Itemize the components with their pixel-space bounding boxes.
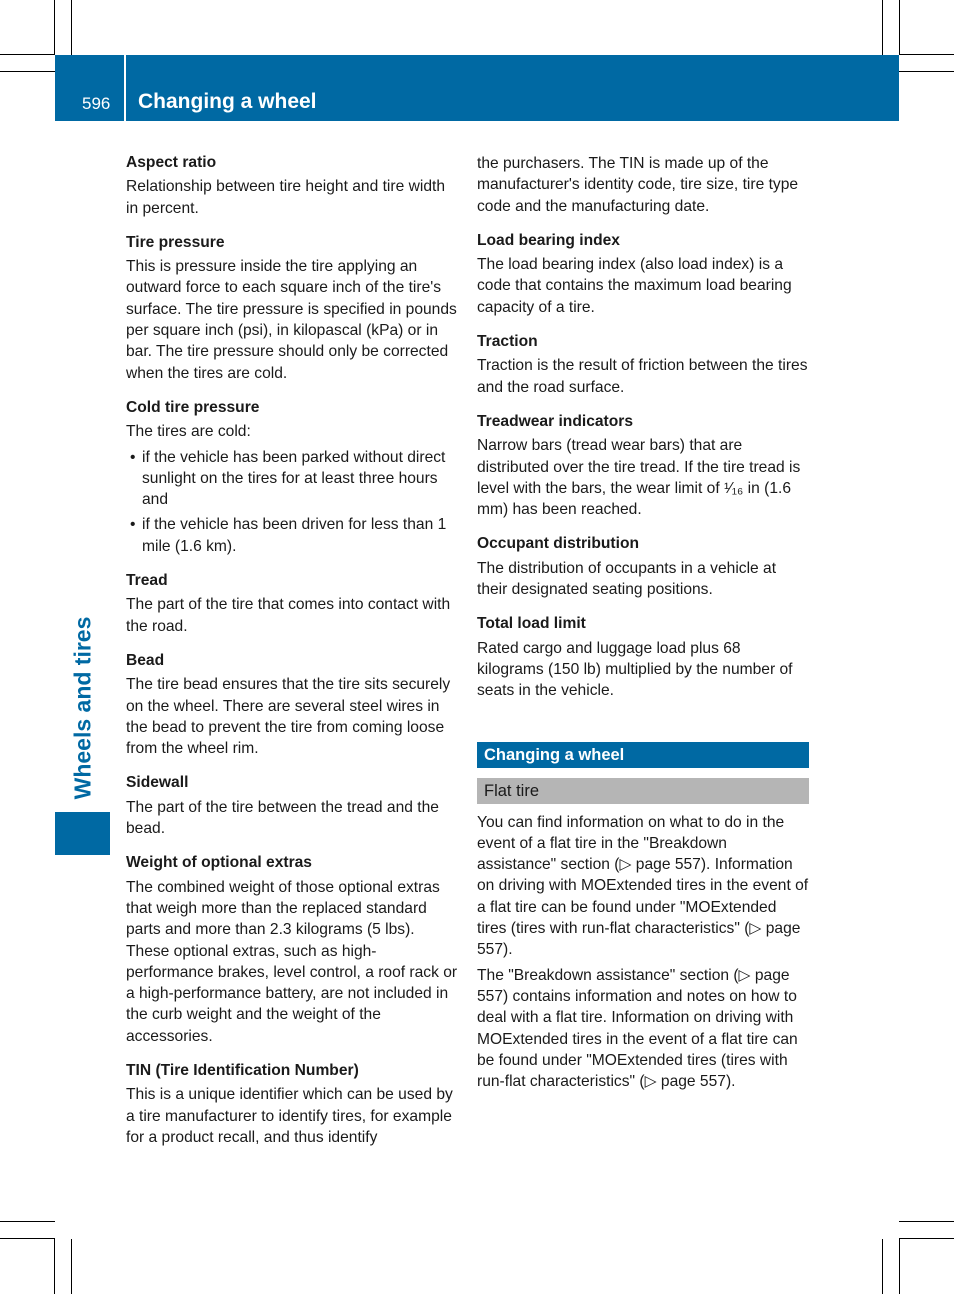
glossary-description: The tire bead ensures that the tire sits securely on the wheel. There are several steel wires in the bead to prevent the tire from coming loose from the wheel rim. bbox=[126, 676, 451, 758]
crop-mark bbox=[899, 0, 900, 55]
glossary-term: Traction bbox=[477, 333, 538, 351]
page-number: 596 bbox=[82, 94, 111, 113]
body-paragraph: You can find information on what to do in the event of a flat tire in the "Breakdown assistance" section (▷ page 557). Information on driving with MOExtended tires in the event of a flat tire can be found under "MOExtended tires (tires with run-flat characteristics" (▷ page 557). bbox=[477, 813, 809, 959]
glossary-description: The distribution of occupants in a vehicle at their designated seating positions. bbox=[477, 559, 777, 599]
left-column bbox=[126, 152, 458, 1161]
crop-mark bbox=[0, 1238, 55, 1239]
crop-mark bbox=[899, 1238, 954, 1239]
crop-mark bbox=[0, 71, 55, 72]
glossary-term: Total load limit bbox=[477, 615, 586, 633]
glossary-entry bbox=[477, 331, 809, 398]
crop-mark bbox=[899, 71, 954, 72]
glossary-term: Cold tire pressure bbox=[126, 398, 260, 416]
right-column bbox=[477, 153, 809, 1092]
glossary-description: Rated cargo and luggage load plus 68 kilograms (150 lb) multiplied by the number of seats in the vehicle. bbox=[477, 639, 793, 700]
page-title: Changing a wheel bbox=[138, 90, 317, 113]
bullet-icon: • bbox=[130, 448, 136, 466]
glossary-term: Load bearing index bbox=[477, 231, 620, 249]
header-divider bbox=[124, 55, 126, 121]
glossary-description: The part of the tire that comes into contact with the road. bbox=[126, 596, 451, 635]
glossary-entry bbox=[477, 533, 809, 600]
continuation-text bbox=[477, 153, 809, 217]
glossary-entry bbox=[126, 772, 458, 839]
glossary-term: Tire pressure bbox=[126, 233, 225, 251]
glossary-description: The part of the tire between the tread and the bead. bbox=[126, 798, 439, 838]
glossary-description: This is a unique identifier which can be used by a tire manufacturer to identify tires, for example for a product recall, and thus identify bbox=[126, 1086, 453, 1146]
glossary-entry bbox=[126, 232, 458, 384]
glossary-description: the purchasers. The TIN is made up of the manufacturer's identity code, tire size, tire type code and the manufacturing date. bbox=[477, 155, 799, 215]
crop-mark bbox=[882, 1239, 883, 1294]
glossary-description: The combined weight of those optional extras that weigh more than the replaced standard parts and more than 2.3 kilograms (5 lbs). These optional extras, such as high-performance brakes, level control, a roof rack or a high-performance battery, are not included in the curb weight and the weight of the accessories. bbox=[126, 878, 458, 1045]
body-paragraph: The "Breakdown assistance" section (▷ page 557) contains information and notes on how to deal with a flat tire. Information on driving with MOExtended tires in the event of a flat tire can be found under "MOExtended tires (tires with run-flat characteristics" (▷ page 557). bbox=[477, 966, 798, 1091]
glossary-description: Traction is the result of friction between the tires and the road surface. bbox=[477, 357, 808, 396]
list-item bbox=[126, 514, 458, 557]
crop-mark bbox=[54, 1239, 55, 1294]
crop-mark bbox=[899, 1221, 954, 1222]
glossary-term: Aspect ratio bbox=[126, 154, 217, 171]
bullet-icon: • bbox=[130, 516, 136, 534]
glossary-term: Sidewall bbox=[126, 774, 189, 792]
glossary-entry bbox=[126, 650, 458, 759]
crop-mark bbox=[0, 1221, 55, 1222]
glossary-term: Treadwear indicators bbox=[477, 412, 633, 430]
glossary-description: The tires are cold: bbox=[126, 423, 251, 441]
glossary-description: Narrow bars (tread wear bars) that are distributed over the tire tread. If the tire tread is level with the bars, the wear limit of ¹⁄₁₆ in (1.6 mm) has been reached. bbox=[477, 437, 801, 519]
glossary-entry bbox=[477, 613, 809, 701]
glossary-entry bbox=[126, 152, 458, 219]
glossary-entry bbox=[477, 230, 809, 318]
glossary-entry bbox=[126, 852, 458, 1047]
glossary-term: Tread bbox=[126, 572, 168, 590]
list-item-text: if the vehicle has been driven for less than 1 mile (1.6 km). bbox=[142, 516, 447, 555]
crop-mark bbox=[71, 0, 72, 55]
glossary-term: TIN (Tire Identification Number) bbox=[126, 1061, 359, 1079]
glossary-entry bbox=[477, 411, 809, 520]
glossary-description: The load bearing index (also load index) is a code that contains the maximum load bearing capacity of a tire. bbox=[477, 256, 792, 316]
glossary-term: Weight of optional extras bbox=[126, 854, 312, 872]
list-item-text: if the vehicle has been parked without direct sunlight on the tires for at least three hours and bbox=[142, 448, 446, 509]
glossary-term: Bead bbox=[126, 651, 165, 669]
glossary-description: Relationship between tire height and tire width in percent. bbox=[126, 178, 446, 217]
crop-mark bbox=[54, 0, 55, 55]
side-tab-marker bbox=[55, 812, 110, 855]
glossary-entry bbox=[126, 1060, 458, 1148]
crop-mark bbox=[899, 1239, 900, 1294]
glossary-term: Occupant distribution bbox=[477, 535, 639, 553]
crop-mark bbox=[899, 54, 954, 55]
side-tab-label: Wheels and tires bbox=[69, 616, 96, 800]
section-heading: Changing a wheel bbox=[477, 742, 809, 768]
glossary-entry bbox=[126, 570, 458, 637]
subsection-heading: Flat tire bbox=[477, 778, 809, 804]
crop-mark bbox=[882, 0, 883, 55]
list-item bbox=[126, 447, 458, 511]
glossary-entry bbox=[126, 397, 458, 557]
crop-mark bbox=[71, 1239, 72, 1294]
glossary-description: This is pressure inside the tire applying an outward force to each square inch of the tire's surface. The tire pressure is specified in pounds per square inch (psi), in kilopascal (kPa) or in bar. The tire pressure should only be corrected when the tires are cold. bbox=[126, 258, 457, 382]
crop-mark bbox=[0, 54, 55, 55]
